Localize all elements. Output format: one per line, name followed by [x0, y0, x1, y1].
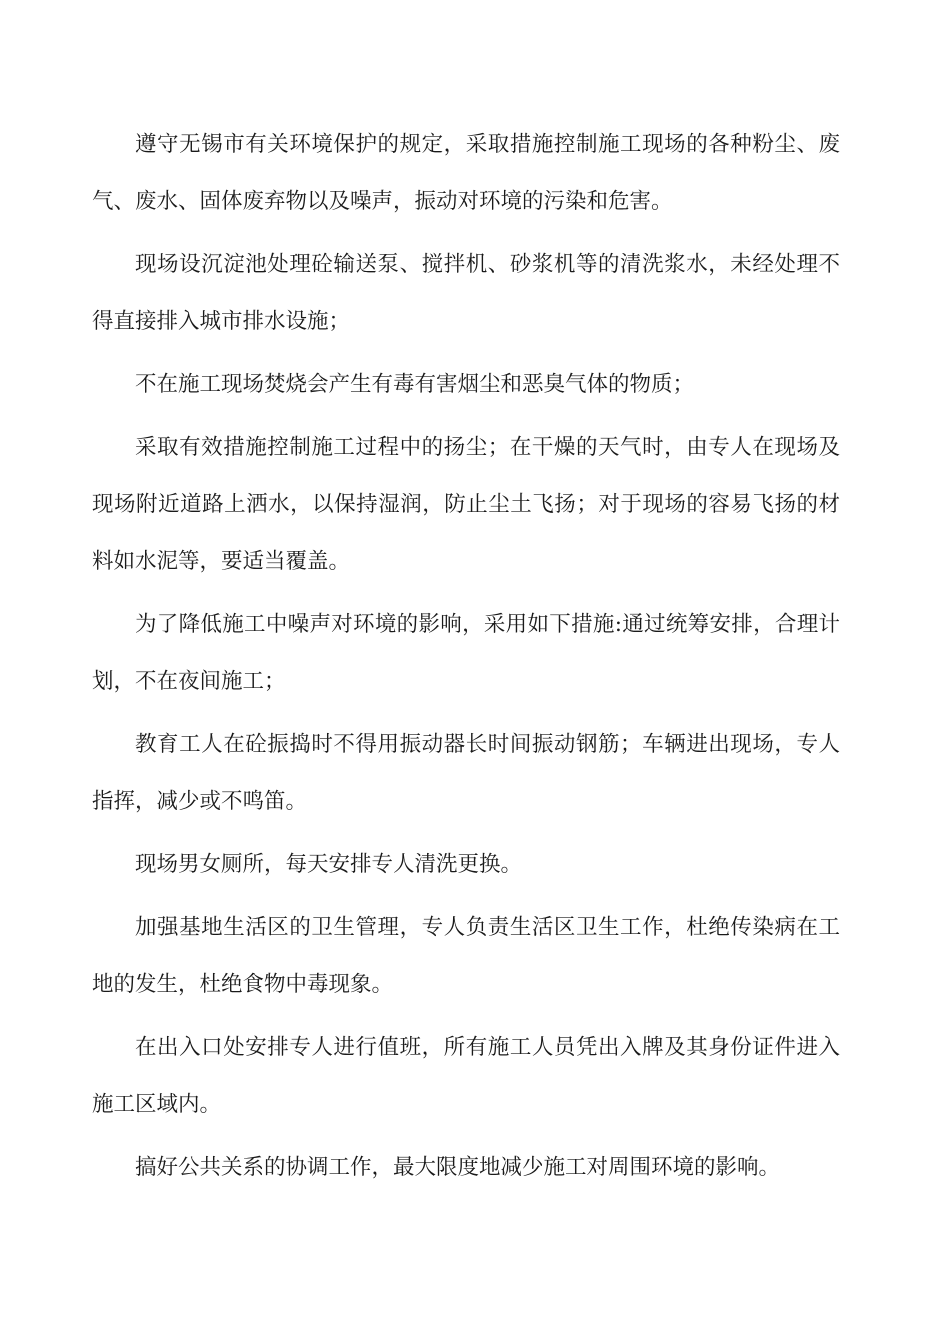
paragraph-no-burning: 不在施工现场焚烧会产生有毒有害烟尘和恶臭气体的物质；	[135, 372, 695, 397]
paragraph-sedimentation-tank: 现场设沉淀池处理砼输送泵、搅拌机、砂浆机等的清洗浆水，未经处理不得直接排入城市排水设施；	[92, 252, 840, 334]
paragraph-dust-suppression: 采取有效措施控制施工过程中的扬尘；在干燥的天气时，由专人在现场及现场附近道路上洒水，以保持湿润，防止尘土飞扬；对于现场的容易飞扬的材料如水泥等，要适当覆盖。	[92, 435, 840, 574]
paragraph-entrance-duty: 在出入口处安排专人进行值班，所有施工人员凭出入牌及其身份证件进入施工区域内。	[92, 1035, 840, 1117]
paragraph-dust-control: 遵守无锡市有关环境保护的规定，采取措施控制施工现场的各种粉尘、废气、废水、固体废弃物以及噪声，振动对环境的污染和危害。	[92, 132, 840, 214]
paragraph-worker-education: 教育工人在砼振捣时不得用振动器长时间振动钢筋；车辆进出现场，专人指挥，减少或不鸣笛。	[92, 732, 840, 814]
paragraph-public-relations: 搞好公共关系的协调工作，最大限度地减少施工对周围环境的影响。	[135, 1155, 781, 1180]
paragraph-hygiene: 加强基地生活区的卫生管理，专人负责生活区卫生工作，杜绝传染病在工地的发生，杜绝食物中毒现象。	[92, 915, 840, 997]
paragraph-toilets: 现场男女厕所，每天安排专人清洗更换。	[135, 852, 523, 877]
document-body	[92, 116, 840, 1202]
paragraph-noise-reduction: 为了降低施工中噪声对环境的影响，采用如下措施:通过统筹安排，合理计划，不在夜间施工；	[92, 612, 840, 694]
